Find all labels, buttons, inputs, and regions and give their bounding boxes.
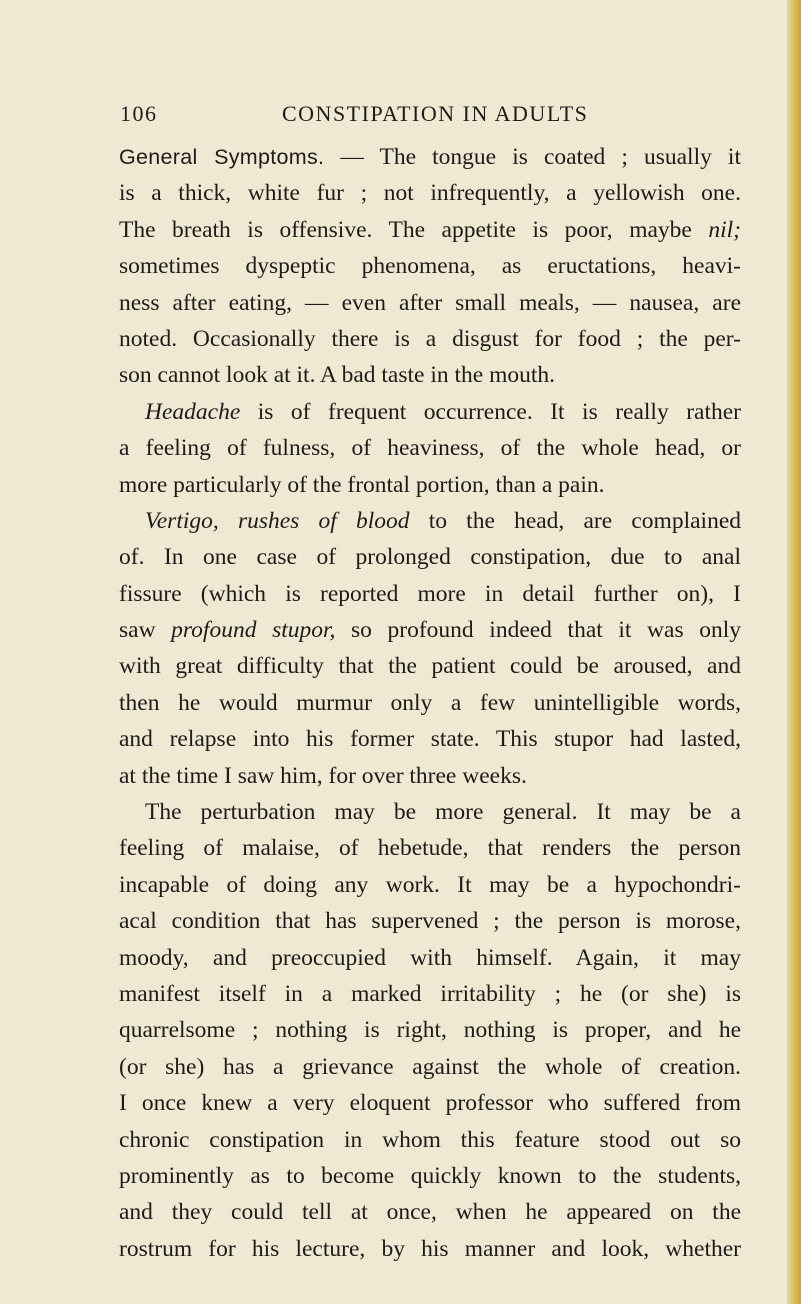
line-text: ness after eating, — even after small meals, — nausea, are bbox=[119, 289, 741, 316]
text-line bbox=[119, 940, 741, 976]
text-line bbox=[119, 212, 741, 248]
line-text: saw bbox=[119, 617, 172, 644]
running-title: CONSTIPATION IN ADULTS bbox=[282, 101, 589, 126]
text-line bbox=[119, 1231, 741, 1267]
line-text: to the head, are complained bbox=[409, 507, 742, 534]
text-line bbox=[119, 685, 741, 721]
line-text: — The tongue is coated ; usually it bbox=[324, 144, 741, 170]
line-text: so profound indeed that it was only bbox=[335, 617, 741, 644]
emphasized-term: profound stupor, bbox=[171, 617, 336, 644]
text-line bbox=[119, 1122, 741, 1158]
text-line bbox=[119, 830, 741, 866]
text-line bbox=[119, 576, 741, 612]
page-number: 106 bbox=[120, 101, 158, 126]
text-line bbox=[119, 1049, 741, 1085]
line-text: a feeling of fulness, of heaviness, of the whole head, or bbox=[119, 435, 741, 462]
text-line bbox=[119, 357, 741, 393]
line-text: at the time I saw him, for over three weeks. bbox=[119, 762, 527, 789]
line-text: fissure (which is reported more in detail further on), I bbox=[119, 580, 741, 607]
text-line bbox=[119, 1085, 741, 1121]
emphasized-term: nil; bbox=[708, 216, 741, 243]
running-header bbox=[120, 101, 680, 131]
text-line bbox=[119, 976, 741, 1012]
line-text: chronic constipation in whom this feature stood out so bbox=[119, 1126, 741, 1153]
line-text: The perturbation may be more general. It may be a bbox=[145, 799, 741, 826]
text-line bbox=[119, 794, 741, 830]
line-text: quarrelsome ; nothing is right, nothing is proper, and he bbox=[119, 1017, 741, 1044]
text-line bbox=[119, 903, 741, 939]
line-text: sometimes dyspeptic phenomena, as eructations, heavi- bbox=[119, 253, 741, 280]
line-text: with great difficulty that the patient could be aroused, and bbox=[119, 653, 741, 680]
line-text: and they could tell at once, when he appeared on the bbox=[119, 1199, 741, 1226]
line-text: I once knew a very eloquent professor who suffered from bbox=[119, 1090, 741, 1117]
text-line bbox=[119, 430, 741, 466]
line-text: incapable of doing any work. It may be a hypochondri- bbox=[119, 871, 741, 898]
line-text: more particularly of the frontal portion, than a pain. bbox=[119, 471, 605, 498]
line-text: moody, and preoccupied with himself. Again, it may bbox=[119, 944, 741, 971]
line-text: is of frequent occurrence. It is really rather bbox=[240, 398, 741, 425]
text-line bbox=[119, 503, 741, 539]
line-text: and relapse into his former state. This stupor had lasted, bbox=[119, 726, 741, 753]
emphasized-term: Vertigo, rushes of blood bbox=[145, 507, 410, 534]
text-line bbox=[119, 867, 741, 903]
text-line bbox=[119, 612, 741, 648]
line-text: The breath is offensive. The appetite is poor, maybe bbox=[119, 216, 709, 243]
text-line bbox=[119, 539, 741, 575]
line-text: of. In one case of prolonged constipation, due to anal bbox=[119, 544, 741, 571]
body-text bbox=[119, 139, 741, 1267]
text-line bbox=[119, 1194, 741, 1230]
section-heading: General Symptoms. bbox=[119, 145, 325, 169]
text-line bbox=[119, 248, 741, 284]
text-line bbox=[119, 648, 741, 684]
text-line bbox=[119, 321, 741, 357]
line-text: prominently as to become quickly known to the students, bbox=[119, 1162, 741, 1189]
line-text: son cannot look at it. A bad taste in the mouth. bbox=[119, 362, 556, 389]
line-text: noted. Occasionally there is a disgust for food ; the per- bbox=[119, 325, 741, 352]
text-line bbox=[119, 467, 741, 503]
text-line bbox=[119, 285, 741, 321]
line-text: manifest itself in a marked irritability ; he (or she) is bbox=[119, 980, 741, 1007]
text-line bbox=[119, 139, 741, 175]
line-text: (or she) has a grievance against the whole of creation. bbox=[119, 1053, 741, 1080]
text-line bbox=[119, 721, 741, 757]
line-text: acal condition that has supervened ; the person is morose, bbox=[119, 908, 741, 935]
text-line bbox=[119, 1012, 741, 1048]
text-line bbox=[119, 1158, 741, 1194]
line-text: then he would murmur only a few unintelligible words, bbox=[119, 689, 741, 716]
line-text: is a thick, white fur ; not infrequently, a yellowish one. bbox=[119, 180, 741, 207]
text-line bbox=[119, 175, 741, 211]
line-text: rostrum for his lecture, by his manner and look, whether bbox=[119, 1235, 741, 1262]
text-line bbox=[119, 758, 741, 794]
emphasized-term: Headache bbox=[145, 398, 241, 425]
line-text: feeling of malaise, of hebetude, that renders the person bbox=[119, 835, 741, 862]
text-line bbox=[119, 394, 741, 430]
page-edge bbox=[787, 0, 801, 1304]
